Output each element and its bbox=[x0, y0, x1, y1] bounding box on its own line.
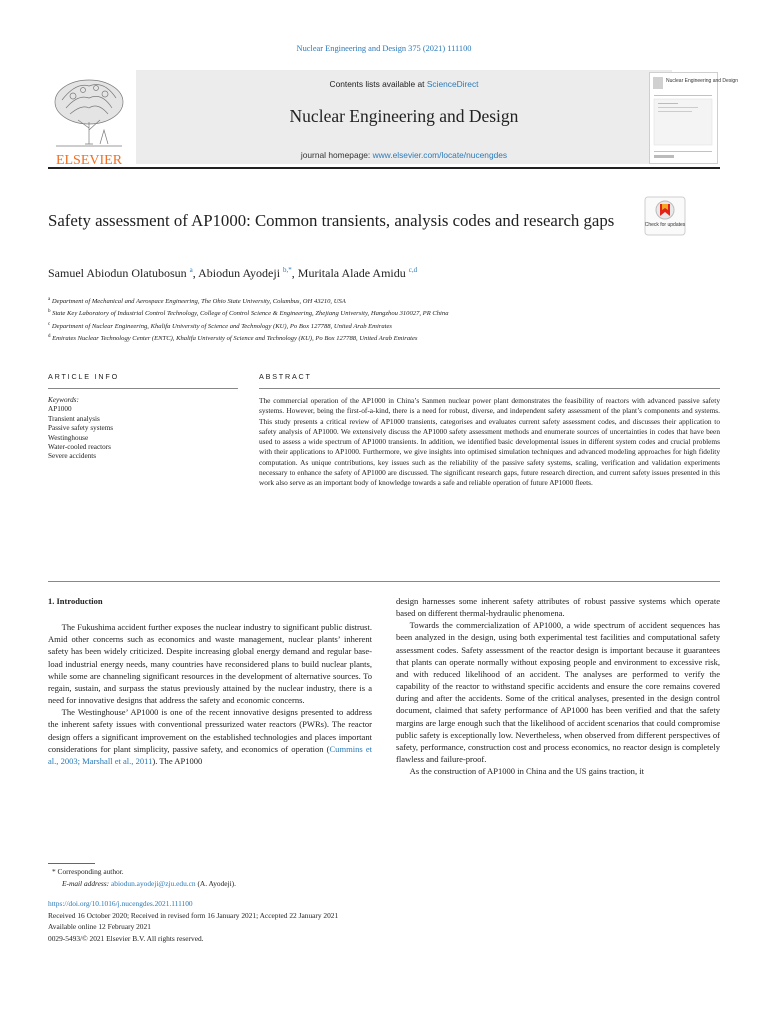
footnotes bbox=[52, 866, 452, 890]
check-updates-label: Check for updates bbox=[644, 222, 686, 228]
citation-link[interactable]: Cummins et al., 2003; Marshall et al., 2011 bbox=[48, 743, 372, 766]
cover-title: Nuclear Engineering and Design bbox=[666, 78, 738, 84]
affiliation-a: $^a$ Department of Mechanical and Aerospace Engineering, The Ohio State University, Columbus, OH 43210, USA bbox=[48, 297, 346, 306]
article-title: Safety assessment of AP1000: Common transients, analysis codes and research gaps bbox=[48, 211, 615, 230]
homepage-prefix: journal homepage: bbox=[300, 150, 373, 160]
sciencedirect-link[interactable]: ScienceDirect bbox=[426, 79, 479, 89]
journal-title: Nuclear Engineering and Design bbox=[289, 106, 519, 126]
body-paragraph: The Westinghouse’ AP1000 is one of the recent innovative designs presented to address the inherent safety issues with conventional pressurized water reactors (PWRs). The reactor design offers a significant improvement on the established technologies and places important considerations for plant simplicity, passive safety, and economics of operation (Cummins et al., 2003; Marshall et al., 2011). The AP1000 bbox=[48, 707, 372, 766]
homepage-link[interactable]: www.elsevier.com/locate/nucengdes bbox=[372, 150, 508, 160]
body-paragraph: The Fukushima accident further exposes the nuclear industry to significant public distrust. Amid other concerns such as economics and waste management, nuclear plants’ inherent safety has been widely criticized. Despite increasing global energy demand and regular base-load industrial energy needs, many countries have reconsidered plans to build nuclear plants, while some are channeling significant resources in the development of alternative sources. To regain, sustain, and surpass the status previously attained by the nuclear industry, there is a need for innovative designs that address the safety and economic concerns. bbox=[48, 622, 372, 706]
body-right-column bbox=[396, 595, 720, 777]
journal-banner bbox=[136, 70, 672, 164]
check-updates-icon bbox=[644, 196, 686, 236]
body-paragraph: design harnesses some inherent safety attributes of robust passive systems which operate based on different thermal-hydraulic phenomena. bbox=[396, 596, 720, 619]
contents-prefix: Contents lists available at bbox=[329, 79, 427, 89]
body-left-column bbox=[48, 595, 372, 767]
keyword: Passive safety systems bbox=[48, 424, 114, 433]
affiliation-b: $^b$ State Key Laboratory of Industrial Control Technology, College of Control Science & Engineering, Zhejiang University, Hangzhou 310027, PR China bbox=[48, 309, 449, 318]
corresponding-author-note: * Corresponding author. bbox=[52, 867, 124, 876]
received-dates: Received 16 October 2020; Received in revised form 16 January 2021; Accepted 22 January 2021 bbox=[48, 910, 339, 920]
article-info-divider bbox=[48, 388, 238, 389]
article-info-heading: ARTICLE INFO bbox=[48, 372, 119, 381]
journal-masthead bbox=[48, 70, 738, 169]
keyword: Transient analysis bbox=[48, 414, 100, 423]
author-3[interactable]: Muritala Alade Amidu bbox=[297, 266, 406, 280]
author-1-affil[interactable]: a bbox=[189, 266, 193, 274]
affiliations bbox=[48, 295, 720, 345]
author-list: Samuel Abiodun Olatubosun $^a$, Abiodun Ayodeji $^{b,*}$, Muritala Alade Amidu $^{c,d}$ bbox=[48, 266, 418, 280]
journal-cover-thumbnail[interactable] bbox=[649, 72, 738, 164]
journal-citation[interactable]: Nuclear Engineering and Design 375 (2021) 111100 bbox=[296, 44, 472, 53]
copyright: 0029-5493/© 2021 Elsevier B.V. All rights reserved. bbox=[48, 933, 204, 943]
abstract-divider bbox=[259, 388, 720, 389]
affiliation-c: $^c$ Department of Nuclear Engineering, Khalifa University of Science and Technology (KU), Po Box 127788, United Arab Emirates bbox=[48, 321, 392, 330]
contents-line bbox=[136, 79, 672, 89]
elsevier-logo[interactable] bbox=[48, 72, 130, 167]
keywords-label: Keywords: bbox=[48, 396, 79, 404]
doi-link[interactable]: https://doi.org/10.1016/j.nucengdes.2021.111100 bbox=[48, 899, 193, 908]
abstract-heading: ABSTRACT bbox=[259, 372, 312, 381]
keyword: Severe accidents bbox=[48, 452, 97, 461]
author-1[interactable]: Samuel Abiodun Olatubosun bbox=[48, 266, 187, 280]
footnote-divider bbox=[48, 863, 95, 864]
email-note: E-mail address: abiodun.ayodeji@zju.edu.cn (A. Ayodeji). bbox=[62, 879, 236, 888]
publication-info bbox=[48, 898, 548, 944]
body-paragraph: As the construction of AP1000 in China and the US gains traction, it bbox=[409, 766, 644, 777]
elsevier-wordmark: ELSEVIER bbox=[55, 153, 123, 168]
abstract-bottom-divider bbox=[48, 581, 720, 582]
keyword: Westinghouse bbox=[48, 433, 89, 442]
keywords-block bbox=[48, 396, 238, 462]
elsevier-tree-icon bbox=[48, 72, 130, 167]
affiliation-d: $^d$ Emirates Nuclear Technology Center (ENTC), Khalifa University of Science and Technology (KU), Po Box 127788, United Arab Emirates bbox=[48, 334, 418, 343]
email-link[interactable]: abiodun.ayodeji@zju.edu.cn bbox=[111, 879, 196, 888]
author-3-affil[interactable]: c,d bbox=[408, 266, 418, 274]
abstract-text: The commercial operation of the AP1000 in China’s Sanmen nuclear power plant demonstrates the feasibility of reactors with advanced passive safety systems. However, being the first-of-a-kind, there is a need for robust, diverse, and independent safety assessment of the plant’s components and systems. This study presents a critical review of AP1000 transients, categorises and evaluates current safety assessment codes, and discusses their application to safety analysis of AP1000. We extensively discuss the AP1000 safety assessment methods and enumerate sources of uncertainties in codes that have been used to assess a wide spectrum of AP1000 transients. In addition, we identified basic developmental issues in different system codes and crucial problems with their applications to AP1000. Furthermore, we give insights into optimised simulation techniques and advanced modeling approaches for high fidelity computation. As unique contributions, key issues such as the reliability of the passive safety systems, scaling, verification and validation experiments necessary to enhance the safety of AP1000 are discussed. The significant research gaps, future research direction, and current safety issues presented in this work also serve as an important body of knowledge towards a safe and reliable operation of future AP1000 fleets. bbox=[259, 396, 720, 488]
available-online: Available online 12 February 2021 bbox=[48, 922, 151, 931]
homepage-line bbox=[136, 150, 672, 160]
keyword: Water-cooled reactors bbox=[48, 443, 111, 452]
cover-image-icon bbox=[650, 73, 738, 163]
author-2[interactable]: Abiodun Ayodeji bbox=[198, 266, 281, 280]
keyword: AP1000 bbox=[48, 405, 72, 414]
section-heading-introduction: 1. Introduction bbox=[48, 596, 103, 606]
body-paragraph: Towards the commercialization of AP1000, a wide spectrum of accident sequences has been analyzed in the design, using both experimental test facilities and computational safety assessment codes. Safety assessment of the reactor design is important because it guarantees that plants can operate normally without exposing people and environment to excessive risk, and with reduced likelihood of an accident. The analyses are performed to verify the capability of the reactor to withstand specific accidents and ensure the core remains covered during and after the accidents. Some of the critical analyses, presented in the design control document, claimed that safety performance of AP1000 has been verified and that the safety margins are large enough such that the likelihood of accident scenarios that could compromise public safety is exceptionally low. Nevertheless, when observed from different perspectives of safety, performance, construction cost and process economics, no reactor design is completely flawless and failure-proof. bbox=[396, 620, 720, 765]
check-for-updates-badge[interactable] bbox=[644, 196, 686, 236]
author-2-affil[interactable]: b,* bbox=[283, 266, 292, 274]
